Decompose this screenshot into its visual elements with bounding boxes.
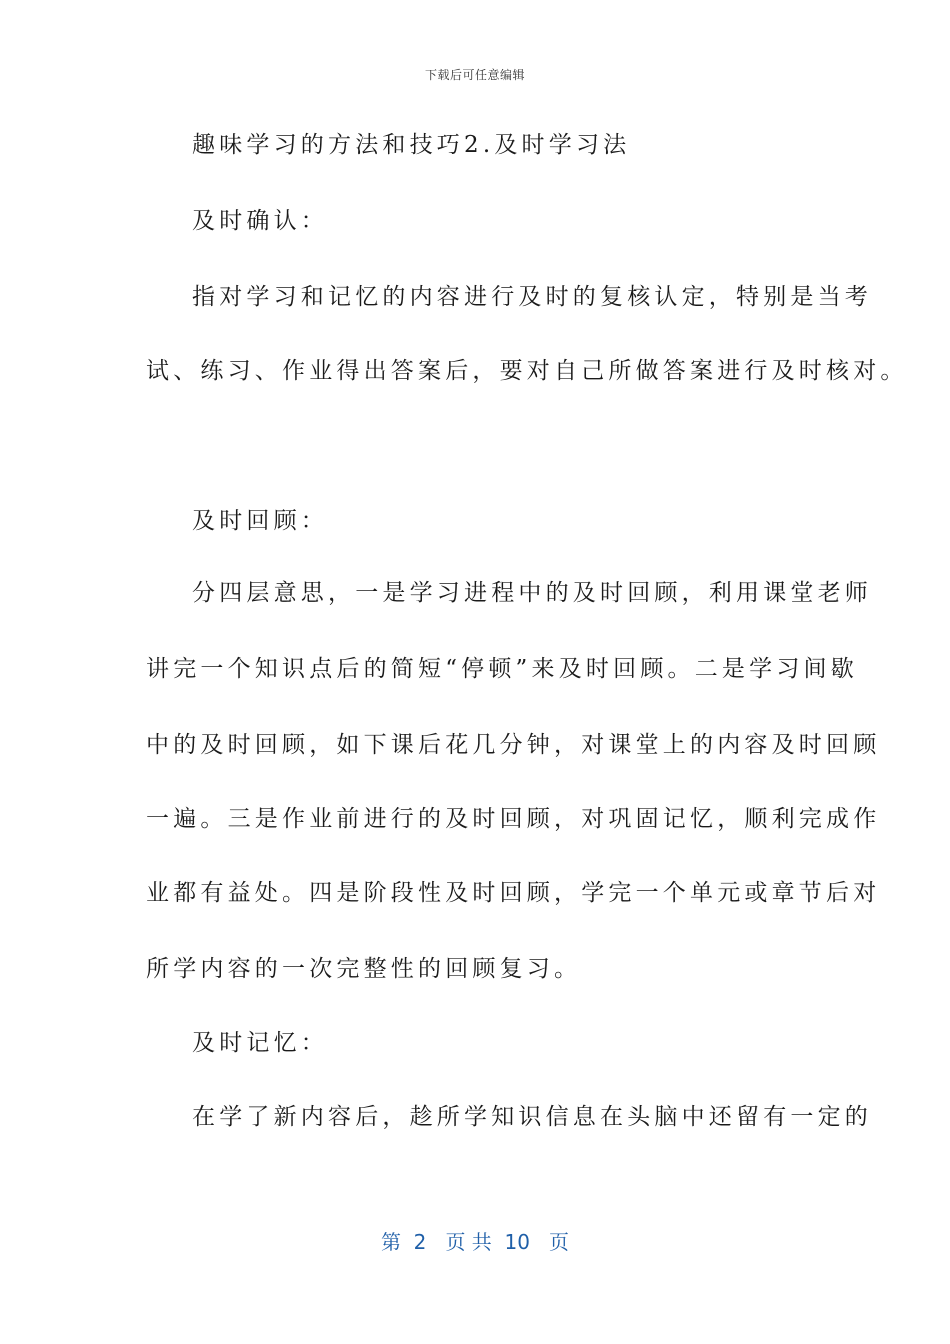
section-title: 趣味学习的方法和技巧2.及时学习法: [192, 132, 631, 158]
subheading-confirm: 及时确认：: [192, 208, 328, 234]
paragraph-line: 业都有益处。四是阶段性及时回顾，学完一个单元或章节后对: [146, 880, 881, 906]
page-number-footer: 第 2 页 共 10 页: [380, 1230, 570, 1254]
paragraph-line: 指对学习和记忆的内容进行及时的复核认定，特别是当考: [192, 284, 872, 310]
paragraph-line: 一遍。三是作业前进行的及时回顾，对巩固记忆，顺利完成作: [146, 806, 881, 832]
subheading-memory: 及时记忆：: [192, 1030, 328, 1056]
paragraph-line: 分四层意思，一是学习进程中的及时回顾，利用课堂老师: [192, 580, 872, 606]
paragraph-line: 中的及时回顾，如下课后花几分钟，对课堂上的内容及时回顾: [146, 732, 881, 758]
paragraph-line: 试、练习、作业得出答案后，要对自己所做答案进行及时核对。: [146, 358, 908, 384]
paragraph-line: 在学了新内容后，趁所学知识信息在头脑中还留有一定的: [192, 1104, 872, 1130]
paragraph-line: 讲完一个知识点后的简短“停顿”来及时回顾。二是学习间歇: [146, 656, 858, 682]
subheading-review: 及时回顾：: [192, 508, 328, 534]
page-header: 下载后可任意编辑: [424, 68, 525, 82]
paragraph-line: 所学内容的一次完整性的回顾复习。: [146, 956, 582, 982]
